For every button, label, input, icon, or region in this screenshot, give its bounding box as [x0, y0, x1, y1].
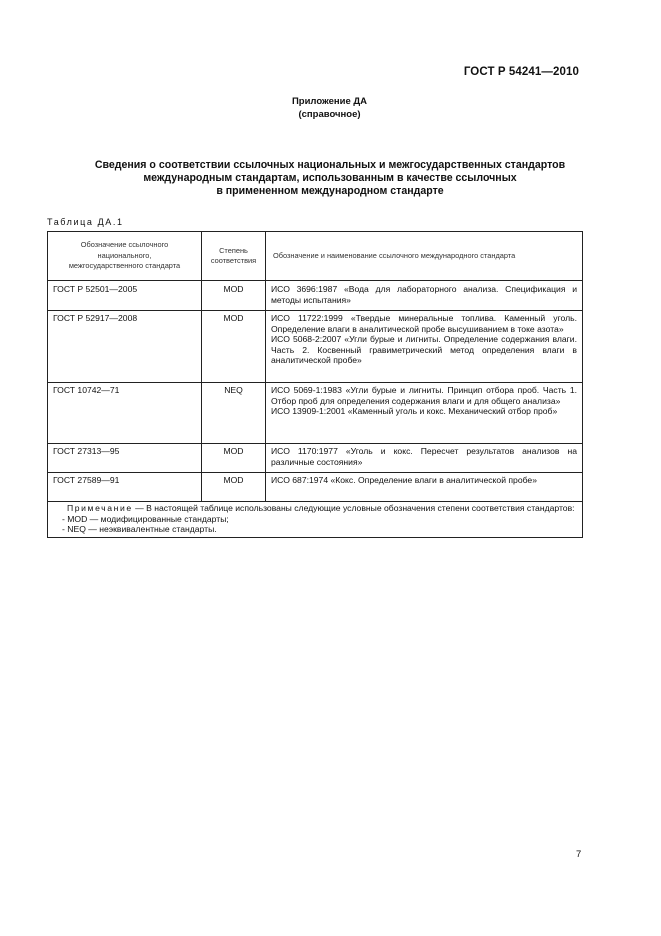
degree-cell: MOD — [202, 311, 266, 383]
degree-cell: MOD — [202, 473, 266, 502]
note-item: - MOD — модифицированные стандарты; — [62, 513, 229, 524]
degree-cell: MOD — [202, 444, 266, 473]
national-standard-cell: ГОСТ Р 52917—2008 — [48, 311, 202, 383]
table-row — [48, 311, 583, 383]
national-standard-cell: ГОСТ 10742—71 — [48, 383, 202, 444]
international-standard-cell — [266, 444, 583, 473]
header-degree — [202, 232, 266, 281]
international-standard-cell — [266, 473, 583, 502]
international-standard-entry: ИСО 11722:1999 «Твердые минеральные топлива. Каменный уголь. Определение влаги в аналитической пробе высушиванием в токе азота» — [271, 313, 577, 334]
national-standard-cell: ГОСТ 27589—91 — [48, 473, 202, 502]
international-standard-entry: ИСО 13909-1:2001 «Каменный уголь и кокс. Механический отбор проб» — [271, 406, 558, 417]
table-note-row — [48, 502, 583, 538]
degree-cell: NEQ — [202, 383, 266, 444]
header-line: межгосударственного стандарта — [68, 261, 181, 271]
table-row — [48, 281, 583, 311]
header-line: Обозначение и наименование ссылочного международного стандарта — [273, 250, 516, 260]
header-international-standard — [266, 232, 583, 281]
appendix-subtitle: (справочное) — [298, 109, 361, 120]
header-line: соответствия — [210, 256, 257, 265]
note-body: — В настоящей таблице использованы следующие условные обозначения степени соответствия стандартов: — [132, 503, 575, 513]
title-line: в примененном международном стандарте — [216, 185, 444, 197]
national-standard-cell: ГОСТ 27313—95 — [48, 444, 202, 473]
international-standard-cell — [266, 281, 583, 311]
note-text — [53, 503, 577, 514]
international-standard-entry: ИСО 5068-2:2007 «Угли бурые и лигниты. Определение содержания влаги. Часть 2. Косвенный гравиметрический метод определения влаги в аналитической пробе» — [271, 334, 577, 366]
international-standard-entry: ИСО 1170:1977 «Уголь и кокс. Пересчет результатов анализов на различные состояния» — [271, 446, 577, 467]
header-national-standard — [48, 232, 202, 281]
international-standard-entry: ИСО 3696:1987 «Вода для лабораторного анализа. Спецификация и методы испытания» — [271, 284, 577, 305]
table-row — [48, 473, 583, 502]
page-number: 7 — [576, 849, 582, 860]
section-title — [40, 159, 620, 198]
document-code: ГОСТ Р 54241—2010 — [463, 66, 579, 78]
correspondence-table — [47, 231, 583, 538]
international-standard-cell — [266, 311, 583, 383]
table-label: Таблица ДА.1 — [47, 217, 124, 227]
international-standard-cell — [266, 383, 583, 444]
degree-cell: MOD — [202, 281, 266, 311]
title-line: международным стандартам, использованным в качестве ссылочных — [143, 172, 517, 184]
table-row — [48, 383, 583, 444]
header-line: Степень — [219, 245, 248, 255]
table-header-row — [48, 232, 583, 281]
appendix-heading — [0, 95, 661, 121]
header-line: национального, — [97, 250, 152, 260]
appendix-title: Приложение ДА — [291, 96, 368, 107]
header-line: Обозначение ссылочного — [80, 240, 169, 250]
table-row — [48, 444, 583, 473]
title-line: Сведения о соответствии ссылочных национальных и межгосударственных стандартов — [94, 159, 566, 171]
national-standard-cell: ГОСТ Р 52501—2005 — [48, 281, 202, 311]
international-standard-entry: ИСО 687:1974 «Кокс. Определение влаги в аналитической пробе» — [271, 475, 537, 485]
note-label: Примечание — [67, 503, 133, 513]
note-item: - NEQ — неэквивалентные стандарты. — [62, 524, 217, 535]
table-note — [48, 502, 583, 538]
international-standard-entry: ИСО 5069-1:1983 «Угли бурые и лигниты. Принцип отбора проб. Часть 1. Отбор проб для определения содержания влаги и для общего анализа» — [271, 385, 577, 406]
